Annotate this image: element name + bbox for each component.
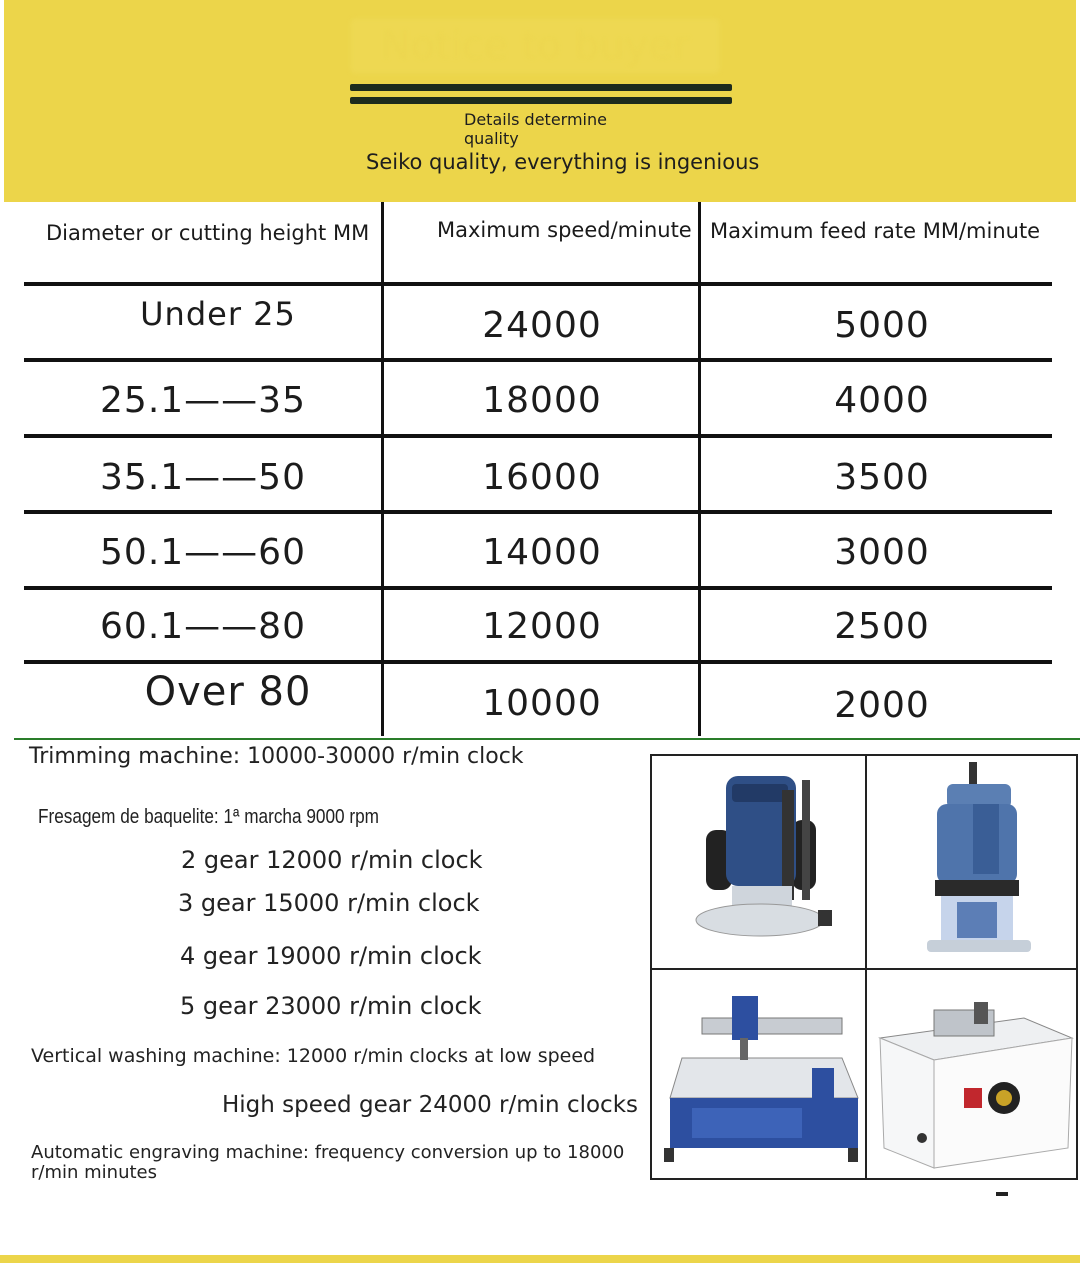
gear-4-note: 4 gear 19000 r/min clock: [180, 942, 482, 970]
bottom-accent-strip: [0, 1255, 1080, 1263]
table-cell: Over 80: [144, 669, 312, 715]
cnc-engraver-icon: [662, 988, 860, 1168]
row-divider: [24, 434, 1052, 438]
table-cell: 35.1——50: [100, 457, 306, 498]
subtitle: Details determine quality: [464, 110, 607, 148]
gear-5-note: 5 gear 23000 r/min clock: [180, 992, 482, 1020]
trimmer-icon: [907, 762, 1057, 962]
divider-bar-top: [350, 84, 732, 91]
table-cell: 16000: [482, 457, 602, 498]
table-cell: 18000: [482, 380, 602, 421]
column-header-speed: Maximum speed/minute: [437, 218, 692, 242]
column-header-diameter: Diameter or cutting height MM: [46, 221, 370, 245]
row-divider: [24, 586, 1052, 590]
table-cell: 3000: [834, 532, 930, 573]
table-cell: Under 25: [140, 295, 296, 333]
router-icon: [672, 770, 847, 950]
tagline: Seiko quality, everything is ingenious: [366, 150, 760, 174]
high-speed-note: High speed gear 24000 r/min clocks: [222, 1092, 638, 1118]
row-divider: [24, 510, 1052, 514]
section-divider: [14, 738, 1080, 740]
table-cell: 25.1——35: [100, 380, 306, 421]
table-cell: 10000: [482, 683, 602, 724]
engraving-note: Automatic engraving machine: frequency conversion up to 18000 r/min minutes: [31, 1142, 625, 1183]
table-cell: 12000: [482, 606, 602, 647]
row-divider: [24, 358, 1052, 362]
machine-gallery: [650, 754, 1078, 1180]
trimming-note: Trimming machine: 10000-30000 r/min clock: [29, 744, 524, 769]
table-cell: 3500: [834, 457, 930, 498]
table-cell: 2000: [834, 685, 930, 726]
table-cell: 50.1——60: [100, 532, 306, 573]
row-divider: [24, 660, 1052, 664]
gear-3-note: 3 gear 15000 r/min clock: [178, 889, 480, 917]
table-cell: 4000: [834, 380, 930, 421]
table-cell: 14000: [482, 532, 602, 573]
vertical-machine-note: Vertical washing machine: 12000 r/min clocks at low speed: [31, 1045, 596, 1067]
gear-2-note: 2 gear 12000 r/min clock: [181, 846, 483, 874]
table-cell: 60.1——80: [100, 606, 306, 647]
faded-title: Notice to buyer: [350, 18, 720, 74]
bakelite-note: Fresagem de baquelite: 1ª marcha 9000 rpm: [38, 806, 380, 828]
stray-mark: [996, 1192, 1008, 1196]
gallery-divider: [652, 968, 1076, 970]
table-cell: 2500: [834, 606, 930, 647]
table-cell: 5000: [834, 305, 930, 346]
table-cell: 24000: [482, 305, 602, 346]
row-divider: [24, 282, 1052, 286]
gallery-divider: [865, 756, 867, 1178]
spindle-shaper-icon: [874, 988, 1074, 1173]
column-header-feed: Maximum feed rate MM/minute: [710, 219, 1041, 243]
divider-bar-bottom: [350, 97, 732, 104]
